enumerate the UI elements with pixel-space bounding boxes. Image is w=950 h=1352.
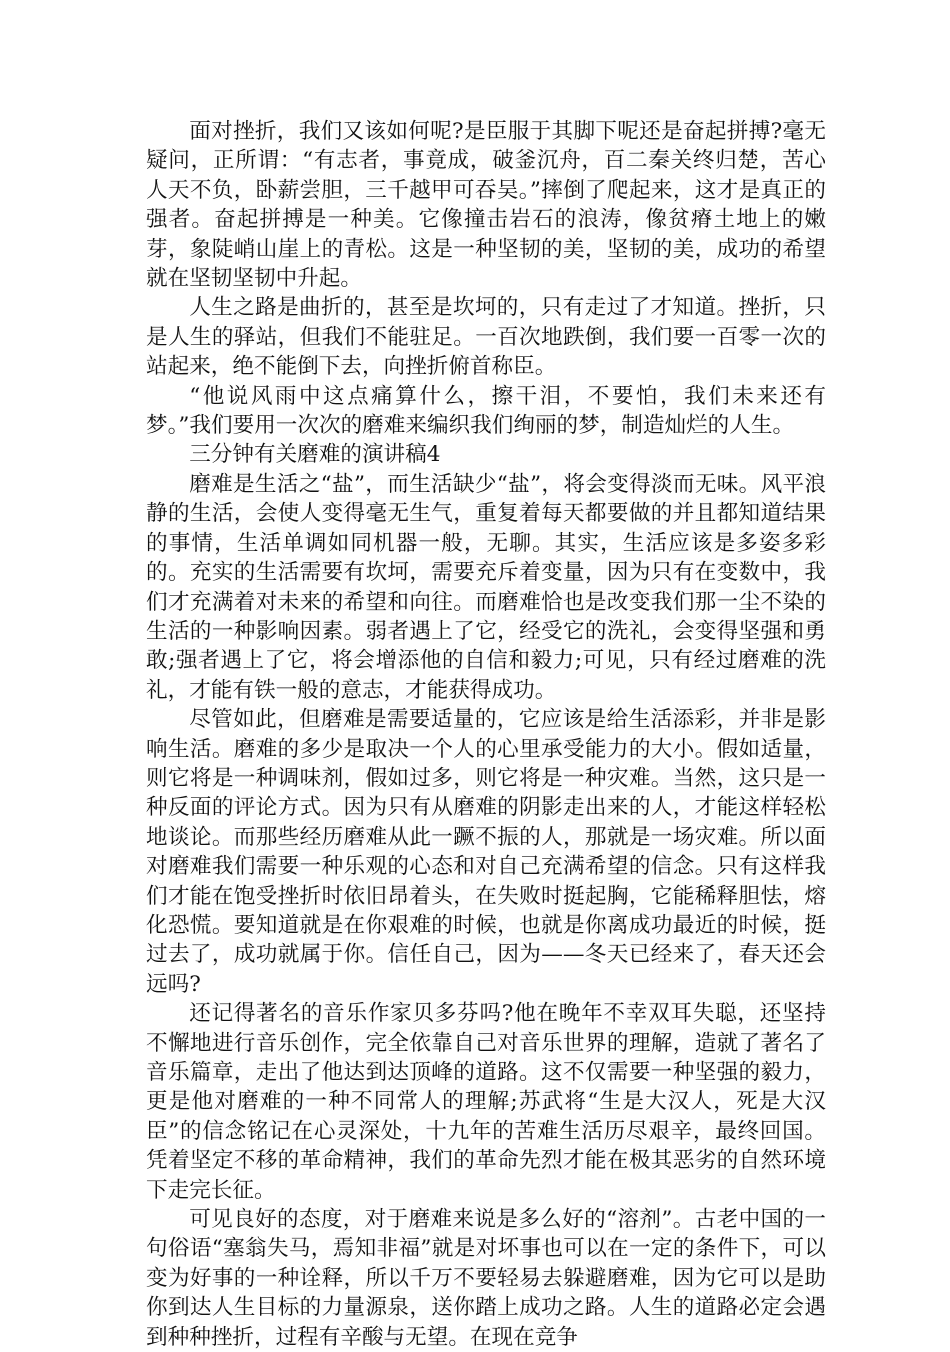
paragraph-good-attitude: 可见良好的态度，对于磨难来说是多么好的“溶剂”。古老中国的一句俗语“塞翁失马，焉知非福”就是对坏事也可以在一定的条件下，可以变为好事的一种诠释，所以千万不要轻易去躲避磨难，因为它可以是助你到达人生目标的力量源泉，送你踏上成功之路。人生的道路必定会遇到种种挫折，过程有辛酸与无望。在现在竞争 <box>146 1207 826 1350</box>
paragraph-dream-quote: “他说风雨中这点痛算什么，擦干泪，不要怕，我们未来还有梦。”我们要用一次次的磨难来编织我们绚丽的梦，制造灿烂的人生。 <box>146 383 826 439</box>
section-heading: 三分钟有关磨难的演讲稿4 <box>189 442 441 468</box>
paragraph-hardship-salt: 磨难是生活之“盐”，而生活缺少“盐”，将会变得淡而无味。风平浪静的生活，会使人变得毫无生气，重复着每天都要做的并且都知道结果的事情，生活单调如同机器一般，无聊。其实，生活应该是多姿多彩的。充实的生活需要有坎坷，需要充斥着变量，因为只有在变数中，我们才充满着对未来的希望和向往。而磨难恰也是改变我们那一尘不染的生活的一种影响因素。弱者遇上了它，经受它的洗礼，会变得坚强和勇敢;强者遇上了它，将会增添他的自信和毅力;可见，只有经过磨难的洗礼，才能有铁一般的意志，才能获得成功。 <box>146 471 826 703</box>
paragraph-facing-setbacks: 面对挫折，我们又该如何呢?是臣服于其脚下呢还是奋起拼搏?毫无疑问，正所谓：“有志者，事竟成，破釜沉舟，百二秦关终归楚，苦心人天不负，卧薪尝胆，三千越甲可吞吴。”摔倒了爬起来，这才是真正的强者。奋起拼搏是一种美。它像撞击岩石的浪涛，像贫瘠土地上的嫩芽，象陡峭山崖上的青松。这是一种坚韧的美，坚韧的美，成功的希望就在坚韧坚韧中升起。 <box>146 119 826 292</box>
document-page <box>146 117 826 1352</box>
paragraph-life-road: 人生之路是曲折的，甚至是坎坷的，只有走过了才知道。挫折，只是人生的驿站，但我们不能驻足。一百次地跌倒，我们要一百零一次的站起来，绝不能倒下去，向挫折俯首称臣。 <box>146 295 826 380</box>
paragraph-moderate-hardship: 尽管如此，但磨难是需要适量的，它应该是给生活添彩，并非是影响生活。磨难的多少是取决一个人的心里承受能力的大小。假如适量，则它将是一种调味剂，假如过多，则它将是一种灾难。当然，这只是一种反面的评论方式。因为只有从磨难的阴影走出来的人，才能这样轻松地谈论。而那些经历磨难从此一蹶不振的人，那就是一场灾难。所以面对磨难我们需要一种乐观的心态和对自己充满希望的信念。只有这样我们才能在饱受挫折时依旧昂着头，在失败时挺起胸，它能稀释胆怯，熔化恐慌。要知道就是在你艰难的时候，也就是你离成功最近的时候，挺过去了，成功就属于你。信任自己，因为——冬天已经来了，春天还会远吗? <box>146 707 826 997</box>
paragraph-beethoven: 还记得著名的音乐作家贝多芬吗?他在晚年不幸双耳失聪，还坚持不懈地进行音乐创作，完全依靠自己对音乐世界的理解，造就了著名了音乐篇章，走出了他达到达顶峰的道路。这不仅需要一种坚强的毅力，更是他对磨难的一种不同常人的理解;苏武将“生是大汉人，死是大汉臣”的信念铭记在心灵深处，十九年的苦难生活历尽艰辛，最终回国。凭着坚定不移的革命精神，我们的革命先烈才能在极其恶劣的自然环境下走完长征。 <box>146 1001 826 1203</box>
